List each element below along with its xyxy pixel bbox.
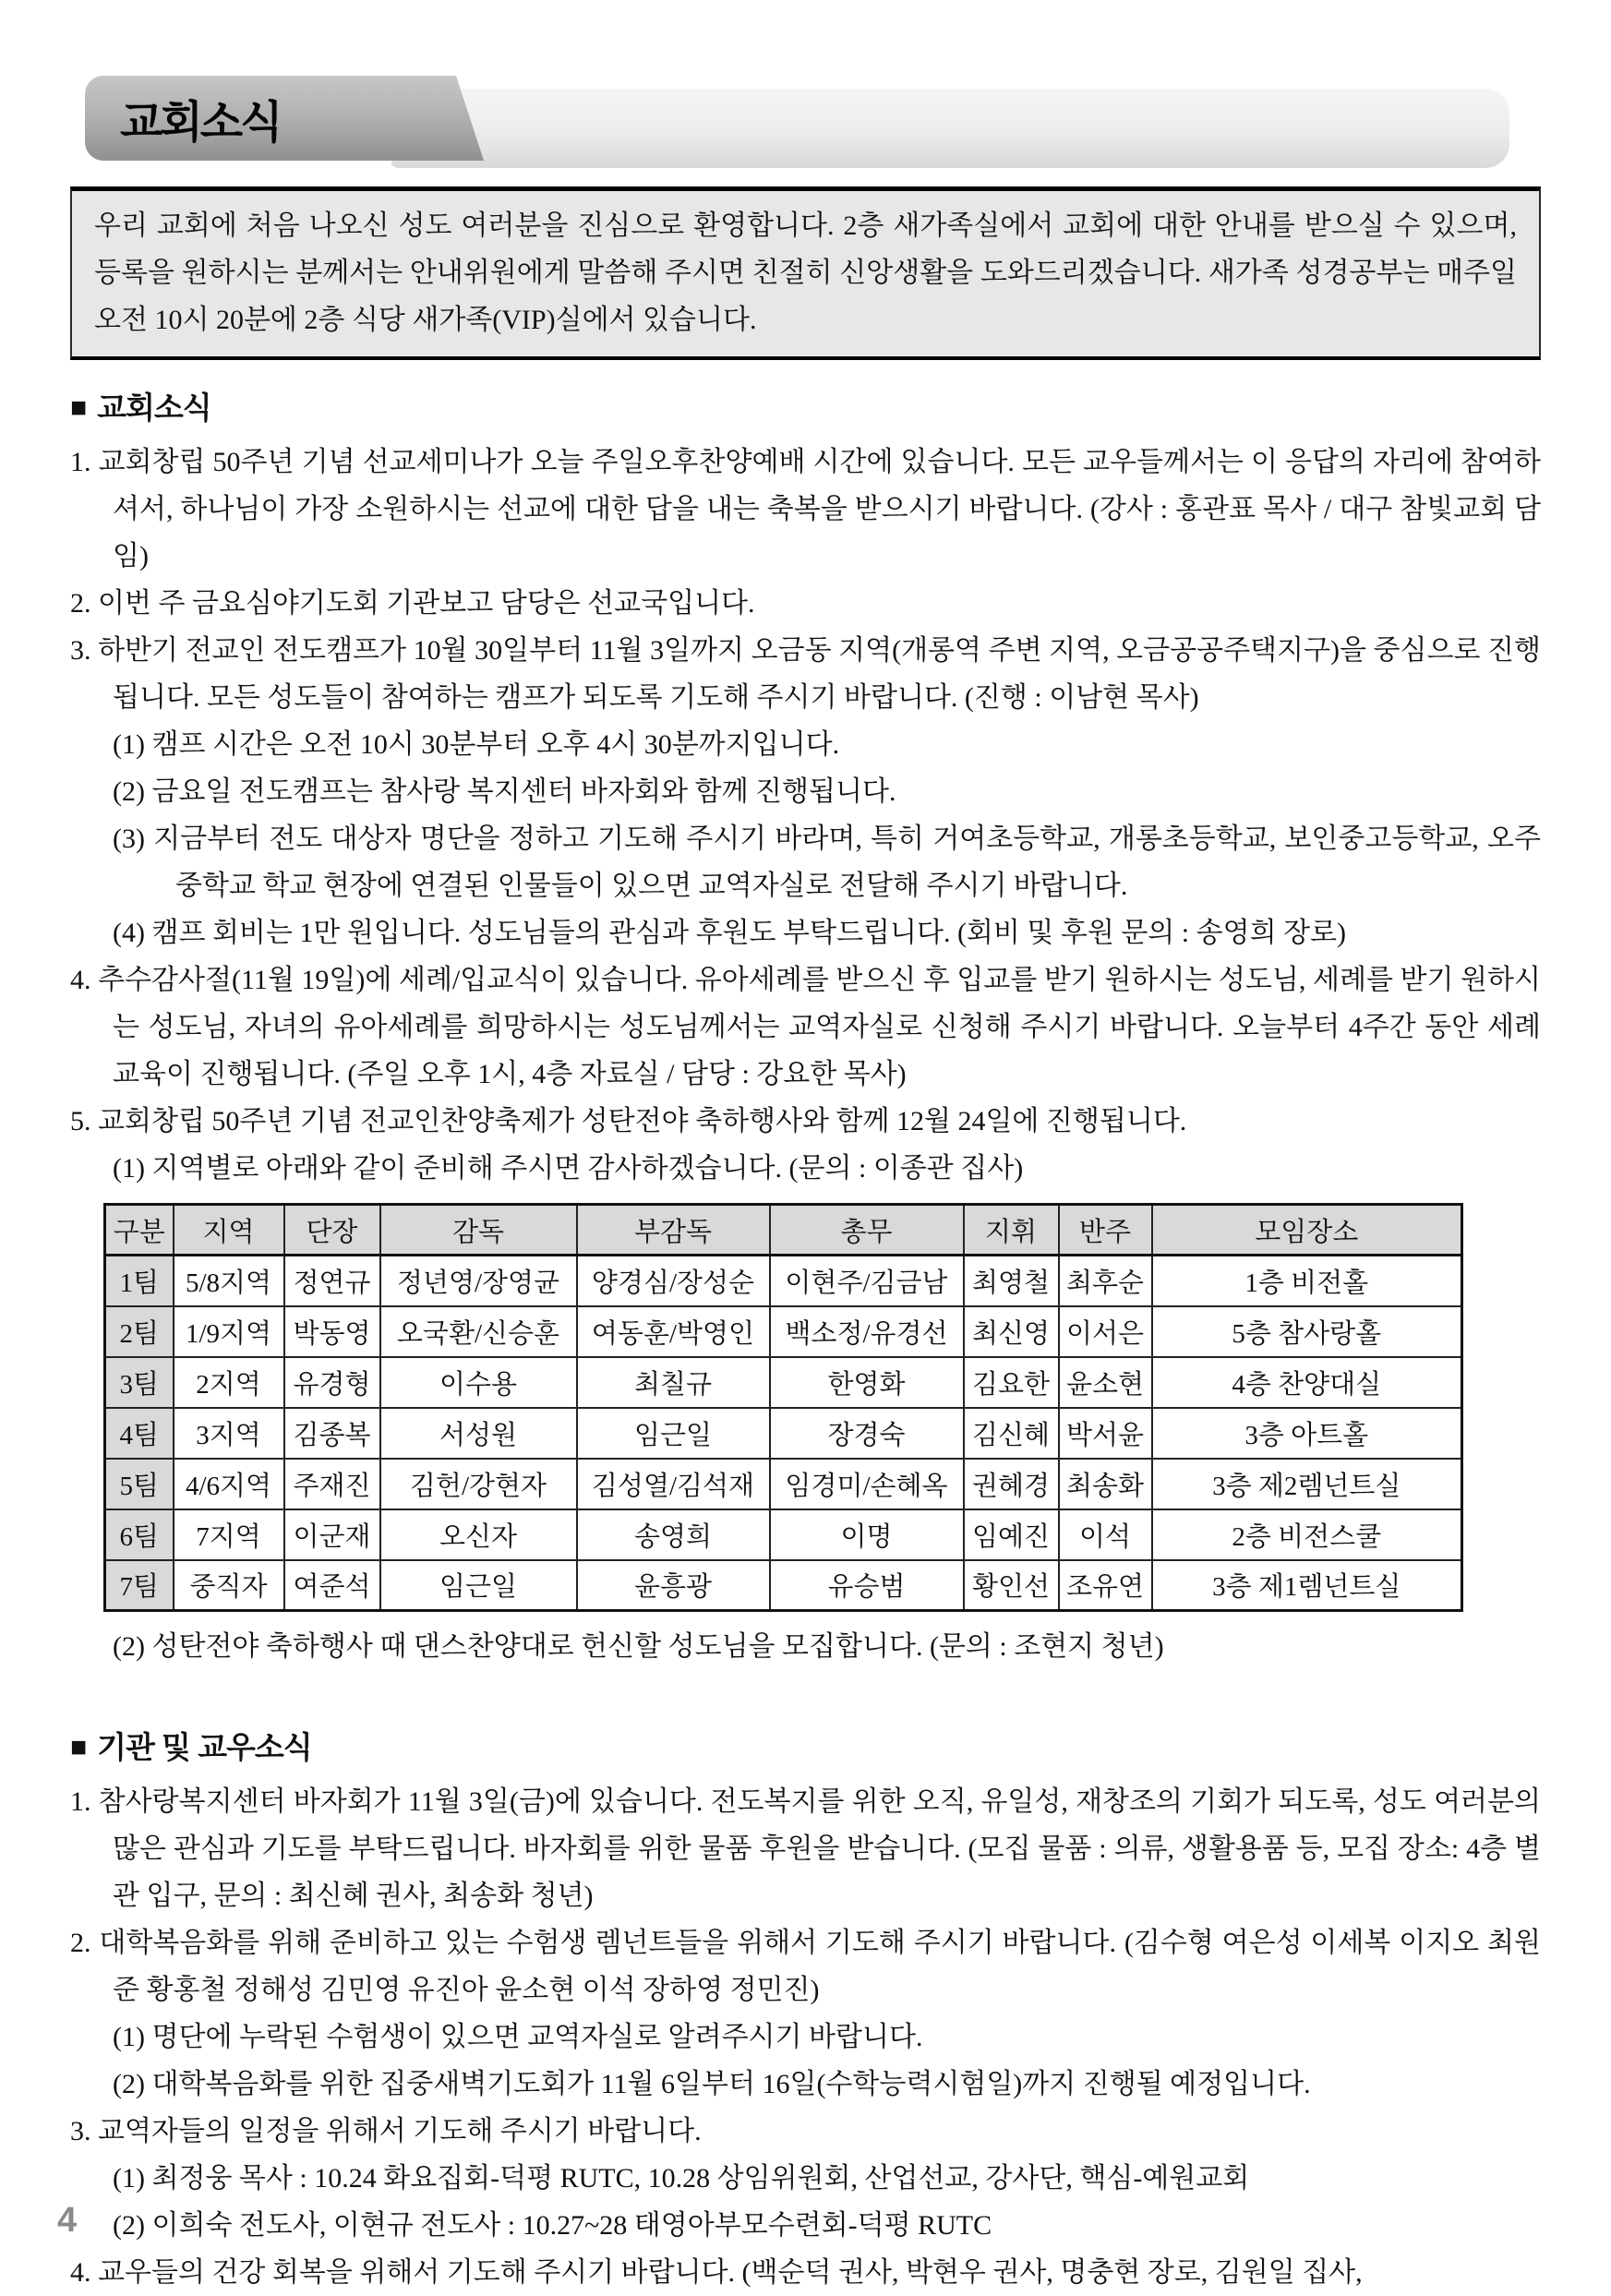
news-item-4: 4. 추수감사절(11월 19일)에 세례/입교식이 있습니다. 유아세례를 받으신 후 입교를 받기 원하시는 성도님, 세례를 받기 원하시는 성도님, 자녀의 유아세례를 희망하시는 성도님께서는 교역자실로 신청해 주시기 바랍니다. 오늘부터 4주간 동안 세례교육이 진행됩니다. (주일 오후 1시, 4층 자료실 / 담당 : 강요한 목사) [70,965,1541,1089]
table-cell: 2지역 [174,1357,284,1408]
section-title-org-news: 기관 및 교우소식 [97,1730,312,1764]
table-cell: 2층 비전스쿨 [1152,1509,1462,1560]
table-row-team1 [105,1256,1462,1306]
table-cell: 장경숙 [770,1408,964,1459]
table-cell: 최영철 [964,1256,1059,1306]
section-title-church-news: 교회소식 [97,391,211,425]
table-row-team7 [105,1560,1462,1611]
table-cell: 이명 [770,1509,964,1560]
table-cell: 한영화 [770,1357,964,1408]
table-cell: 여준석 [284,1560,380,1611]
table-cell: 양경심/장성순 [577,1256,770,1306]
table-cell: 중직자 [174,1560,284,1611]
table-cell: 2팀 [105,1306,174,1357]
section-heading-church-news [70,384,1541,427]
org-item-1: 1. 참사랑복지센터 바자회가 11월 3일(금)에 있습니다. 전도복지를 위한 오직, 유일성, 재창조의 기회가 되도록, 성도 여러분의 많은 관심과 기도를 부탁드립니다. 바자회를 위한 물품 후원을 받습니다. (모집 물품 : 의류, 생활용품 등, 모집 장소: 4층 별관 입구, 문의 : 최신혜 권사, 최송화 청년) [70,1786,1541,1911]
table-cell: 4팀 [105,1408,174,1459]
welcome-text: 우리 교회에 처음 나오신 성도 여러분을 진심으로 환영합니다. 2층 새가족실에서 교회에 대한 안내를 받으실 수 있으며, 등록을 원하시는 분께서는 안내위원에게 말씀해 주시면 친절히 신앙생활을 도와드리겠습니다. 새가족 성경공부는 매주일 오전 10시 20분에 2층 식당 새가족(VIP)실에서 있습니다. [94,210,1517,335]
news-item-2: 2. 이번 주 금요심야기도회 기관보고 담당은 선교국입니다. [70,588,755,619]
col-header-moimjangso: 모임장소 [1152,1205,1462,1256]
col-header-gamdok: 감독 [380,1205,577,1256]
org-item-3-sub-1: (1) 최정웅 목사 : 10.24 화요집회-덕평 RUTC, 10.28 상임위원회, 산업선교, 강사단, 핵심-예원교회 [113,2163,1250,2194]
table-cell: 3층 제2렘넌트실 [1152,1459,1462,1509]
col-header-danjang: 단장 [284,1205,380,1256]
table-cell: 윤흥광 [577,1560,770,1611]
table-row-team4 [105,1408,1462,1459]
col-header-jihwi: 지휘 [964,1205,1059,1256]
col-header-jiyeok: 지역 [174,1205,284,1256]
welcome-box [70,186,1541,360]
table-cell: 최칠규 [577,1357,770,1408]
table-cell: 황인선 [964,1560,1059,1611]
table-cell: 임경미/손혜옥 [770,1459,964,1509]
table-cell: 최송화 [1059,1459,1152,1509]
table-cell: 1/9지역 [174,1306,284,1357]
table-cell: 유경형 [284,1357,380,1408]
header-banner [85,76,1532,164]
table-cell: 5/8지역 [174,1256,284,1306]
org-item-3-sub-2: (2) 이희숙 전도사, 이현규 전도사 : 10.27~28 태영아부모수련회-덕평 RUTC [113,2210,992,2241]
table-cell: 임예진 [964,1509,1059,1560]
table-cell: 4층 찬양대실 [1152,1357,1462,1408]
table-cell: 이서은 [1059,1306,1152,1357]
news-item-3-sub-4: (4) 캠프 회비는 1만 원입니다. 성도님들의 관심과 후원도 부탁드립니다. (회비 및 후원 문의 : 송영희 장로) [113,918,1347,948]
table-cell: 김성열/김석재 [577,1459,770,1509]
table-cell: 3팀 [105,1357,174,1408]
table-cell: 윤소현 [1059,1357,1152,1408]
table-cell: 오신자 [380,1509,577,1560]
table-cell: 4/6지역 [174,1459,284,1509]
table-cell: 7팀 [105,1560,174,1611]
col-header-chongmu: 총무 [770,1205,964,1256]
praise-team-table [103,1203,1463,1612]
table-cell: 박동영 [284,1306,380,1357]
table-header-row [105,1205,1462,1256]
table-cell: 송영희 [577,1509,770,1560]
col-header-bugamdok: 부감독 [577,1205,770,1256]
table-cell: 7지역 [174,1509,284,1560]
col-header-gubun: 구분 [105,1205,174,1256]
section-heading-org-news [70,1724,1541,1767]
table-cell: 유승범 [770,1560,964,1611]
table-cell: 정연규 [284,1256,380,1306]
table-cell: 임근일 [380,1560,577,1611]
banner-title: 교회소식 [120,98,281,148]
table-cell: 김요한 [964,1357,1059,1408]
news-item-3: 3. 하반기 전교인 전도캠프가 10월 30일부터 11월 3일까지 오금동 지역(개롱역 주변 지역, 오금공공주택지구)을 중심으로 진행됩니다. 모든 성도들이 참여하는 캠프가 되도록 기도해 주시기 바랍니다. (진행 : 이남현 목사) [70,635,1541,713]
table-cell: 주재진 [284,1459,380,1509]
news-item-5: 5. 교회창립 50주년 기념 전교인찬양축제가 성탄전야 축하행사와 함께 12월 24일에 진행됩니다. [70,1106,1187,1136]
table-cell: 서성원 [380,1408,577,1459]
news-item-3-sub-2: (2) 금요일 전도캠프는 참사랑 복지센터 바자회와 함께 진행됩니다. [113,776,896,807]
square-bullet-icon: ■ [70,392,87,423]
news-item-5-sub-2: (2) 성탄전야 축하행사 때 댄스찬양대로 헌신할 성도님을 모집합니다. (문의 : 조현지 청년) [113,1631,1164,1662]
table-cell: 5팀 [105,1459,174,1509]
table-cell: 김종복 [284,1408,380,1459]
square-bullet-icon: ■ [70,1732,87,1762]
table-cell: 이석 [1059,1509,1152,1560]
table-cell: 김신혜 [964,1408,1059,1459]
table-cell: 이군재 [284,1509,380,1560]
table-row-team5 [105,1459,1462,1509]
news-item-3-sub-3: (3) 지금부터 전도 대상자 명단을 정하고 기도해 주시기 바라며, 특히 거여초등학교, 개롱초등학교, 보인중고등학교, 오주중학교 학교 현장에 연결된 인물들이 있으면 교역자실로 전달해 주시기 바랍니다. [113,823,1541,901]
table-cell: 백소정/유경선 [770,1306,964,1357]
table-cell: 정년영/장영균 [380,1256,577,1306]
table-cell: 1층 비전홀 [1152,1256,1462,1306]
table-cell: 최신영 [964,1306,1059,1357]
table-cell: 3지역 [174,1408,284,1459]
news-item-1: 1. 교회창립 50주년 기념 선교세미나가 오늘 주일오후찬양예배 시간에 있습니다. 모든 교우들께서는 이 응답의 자리에 참여하셔서, 하나님이 가장 소원하시는 선교에 대한 답을 내는 축복을 받으시기 바랍니다. (강사 : 홍관표 목사 / 대구 참빛교회 담임) [70,447,1542,571]
table-cell: 이수용 [380,1357,577,1408]
table-cell: 6팀 [105,1509,174,1560]
table-cell: 조유연 [1059,1560,1152,1611]
org-item-4: 4. 교우들의 건강 회복을 위해서 기도해 주시기 바랍니다. (백순덕 권사, 박현우 권사, 명충현 장로, 김원일 집사, [70,2257,1363,2288]
org-item-2-sub-2: (2) 대학복음화를 위한 집중새벽기도회가 11월 6일부터 16일(수학능력시험일)까지 진행될 예정입니다. [113,2069,1311,2099]
table-cell: 3층 아트홀 [1152,1408,1462,1459]
table-cell: 김헌/강현자 [380,1459,577,1509]
news-item-5-sub-1: (1) 지역별로 아래와 같이 준비해 주시면 감사하겠습니다. (문의 : 이종관 집사) [113,1153,1024,1184]
table-cell: 여동훈/박영인 [577,1306,770,1357]
table-cell: 권혜경 [964,1459,1059,1509]
table-row-team3 [105,1357,1462,1408]
org-item-2: 2. 대학복음화를 위해 준비하고 있는 수험생 렘넌트들을 위해서 기도해 주시기 바랍니다. (김수형 여은성 이세복 이지오 최원준 황홍철 정해성 김민영 유진아 윤소현 이석 장하영 정민진) [70,1928,1541,2005]
table-row-team6 [105,1509,1462,1560]
table-cell: 이현주/김금남 [770,1256,964,1306]
table-cell: 최후순 [1059,1256,1152,1306]
org-item-2-sub-1: (1) 명단에 누락된 수험생이 있으면 교역자실로 알려주시기 바랍니다. [113,2022,923,2052]
table-cell: 5층 참사랑홀 [1152,1306,1462,1357]
table-cell: 오국환/신승훈 [380,1306,577,1357]
org-item-3: 3. 교역자들의 일정을 위해서 기도해 주시기 바랍니다. [70,2116,702,2146]
page-number: 4 [57,2201,78,2240]
table-row-team2 [105,1306,1462,1357]
col-header-banju: 반주 [1059,1205,1152,1256]
table-cell: 박서윤 [1059,1408,1152,1459]
table-cell: 임근일 [577,1408,770,1459]
news-item-3-sub-1: (1) 캠프 시간은 오전 10시 30분부터 오후 4시 30분까지입니다. [113,729,840,760]
banner-ribbon-light [390,89,1509,168]
table-cell: 1팀 [105,1256,174,1306]
table-cell: 3층 제1렘넌트실 [1152,1560,1462,1611]
